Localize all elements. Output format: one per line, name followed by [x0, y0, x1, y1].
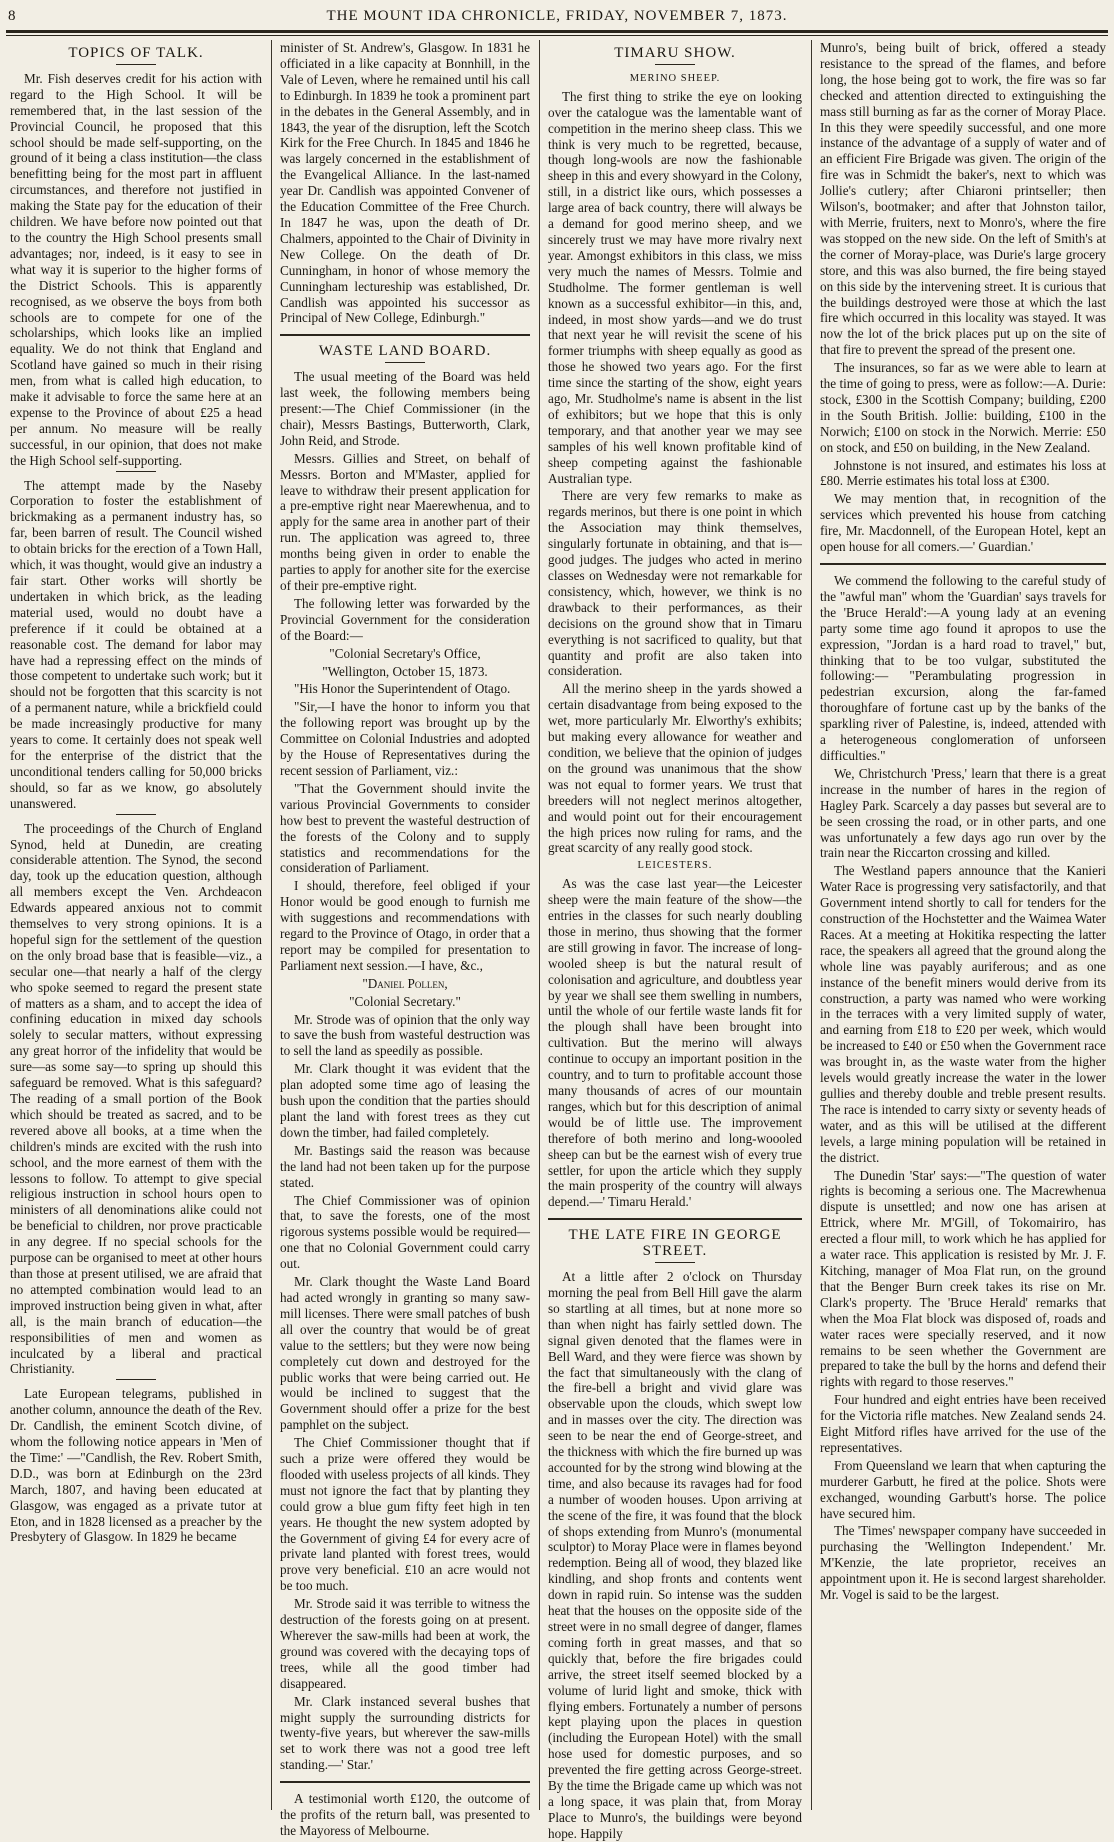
paragraph: We, Christchurch 'Press,' learn that there is a great increase in the number of hares in the region of Hagley Park. Scarcely a day passes but several are to be seen crossing the road, or in other parts, and one was unfortunately a few days ago run over by the train near the Riccarton crossing and killed. [820, 765, 1106, 861]
divider [655, 1262, 695, 1263]
divider [280, 1781, 530, 1783]
subheading-leicesters: LEICESTERS. [637, 860, 713, 872]
divider [280, 334, 530, 336]
paragraph: Mr. Strode said it was terrible to witness the destruction of the forests going on at present. Wherever the saw-mills had been at work, the ground was covered with the decaying tops of trees, while all the good timber had disappeared. [280, 1596, 530, 1691]
signature-title: "Colonial Secretary." [349, 993, 461, 1009]
column-rule [539, 40, 540, 1810]
divider [116, 64, 156, 65]
paragraph: The following letter was forwarded by the Provincial Government for the consideration of the Board:— [280, 595, 530, 643]
paragraph: The Chief Commissioner was of opinion that, to save the forests, one of the most rigorous systems possible would be required—one that no Colonial Government could carry out. [280, 1192, 530, 1272]
divider [385, 362, 425, 363]
paragraph: Mr. Clark thought the Waste Land Board had acted wrongly in granting so many saw-mill licenses. There were small patches of bush all over the country that would be of great value to the settlers; but they were now being completely cut down and destroyed for the public works that were being carried out. He would be inclined to suggest that the Government should offer a prize for the best pamphlet on the subject. [280, 1274, 530, 1433]
paragraph: We commend the following to the careful study of the "awful man" whom the 'Guardian' says travels for the 'Bruce Herald':—A young lady at an evening party some time ago found it apropos to use the expression, "Jordan is a hard road to travel," but, thinking that to be too vulgar, substituted the following:— "Perambulating progression in pedestrian excursion, along the far-famed thoroughfare of fortune cast up by the banks of the sparkling river of Palestine, is, indeed, attended with a heterogeneous conglomeration of unforseen difficulties." [820, 573, 1106, 763]
paragraph: The Dunedin 'Star' says:—"The question of water rights is becoming a serious one. The Macrewhenua dispute is unsettled; and now one has arisen at Ettrick, where Mr. M'Gill, of Tokomairiro, has erected a flour mill, to work which he has applied for a water race. This application is resisted by Mr. J. F. Kitching, manager of Moa Flat run, on the ground that the Benger Burn creek takes its rise on Mr. Clark's property. The 'Bruce Herald' remarks that when the Moa Flat block was disposed of, roads and water races were specially reserved, and it now remains to be seen whether the Government are prepared to take the bull by the horns and defend their rights with regard to those reserves." [820, 1167, 1106, 1390]
column-2 [280, 40, 530, 1838]
column-rule [271, 40, 272, 1810]
paragraph: The first thing to strike the eye on looking over the catalogue was the lamentable want of competition in the merino sheep class. This we think is very much to be regretted, because, though long-wools are now the fashionable sheep in this and every showyard in the Colony, still, in a district like ours, which possesses a large area of back country, there will always be a demand for good merino sheep, and we sincerely trust we may have more rivalry next year. Amongst exhibitors in this class, we miss very much the names of Messrs. Tolmie and Studholme. The former gentleman is well known as a successful exhibitor—in this, and, indeed, in most show yards—and we do trust that next year he will revisit the scene of his former triumphs with sheep equally as good as those he showed two years ago. For the first time since the starting of the show, eight years ago, Mr. Studholme's name is absent in the list of exhibitors; but we hope that this is only temporary, and that another year we may see samples of his well known profitable kind of sheep competing against the fashionable Australian type. [548, 88, 802, 486]
page-number: 8 [8, 8, 17, 24]
paragraph: The insurances, so far as we were able to learn at the time of going to press, were as follow:—A. Durie: stock, £300 in the Scottish Company; building, £200 in the South British. Jollie: building, £100 in the Norwich; £100 on stock in the Norwich. Merrie: £50 on stock, and £50 on building, in the New Zealand. [820, 360, 1106, 455]
divider [548, 1218, 802, 1220]
paragraph: Johnstone is not insured, and estimates his loss at £80. Merrie estimates his total loss at £300. [820, 457, 1106, 489]
heading-late-fire: THE LATE FIRE IN GEORGE [568, 1227, 782, 1244]
letter-to: "His Honor the Superintendent of Otago. [294, 681, 511, 697]
column-3 [548, 40, 802, 1841]
signature-name: "Daniel Pollen, [362, 975, 448, 991]
paragraph: The Westland papers announce that the Kanieri Water Race is progressing very satisfactorily, and that Government intend shortly to call for tenders for the construction of the Hochstetter and the Waimea Water Races. At a meeting at Hokitika respecting the latter race, the speakers all agreed that the ground along the whole line was payably auriferous; and as one instance of the benefit miners would derive from its construction, a party was named who were working in the terraces with a very limited supply of water, and earning from £18 to £20 per week, which would be increased to £40 or £50 when the Government race was brought in, as the waste water from the higher levels would greatly increase the water in the lower gullies and thereby double and treble present results. The race is intended to carry sixty or seventy heads of water, and as this will be utilised at the different levels, a large mining population will be retained in the district. [820, 863, 1106, 1165]
heading-waste-land-board: WASTE LAND BOARD. [318, 343, 492, 360]
heading-late-fire-line2: STREET. [642, 1243, 708, 1260]
paragraph: The proceedings of the Church of England Synod, held at Dunedin, are creating considerable attention. The Synod, the second day, took up the education question, although all members except the Ven. Archdeacon Edwards appeared anxious not to commit themselves to very strong opinions. It is a hopeful sign for the settlement of the question on the only broad base that is feasible—viz., a secular one—that nearly a half of the clergy who spoke seemed to regard the present state of matters as a sham, and to accept the idea of confining education in mixed day schools solely to secular matters, without expressing any great horror of the infidelity that would be sure—as some say—to spring up should this safeguard be removed. What is this safeguard? The reading of a small portion of the Book which should be treated as sacred, and to be revered above all books, at a time when the children's minds are excited with the rush into school, and the more earnest of them with the lessons to follow. To attempt to give special religious instruction in school hours open to ministers of all denominations alike could not be beneficial to children, nor prove practicable in any degree. If no special schools for the purpose can be organised to meet at other hours than those at present utilised, we are afraid that no attempted combination would lead to an improved instruction being given in what, after all, is the main branch of education—the responsibilities of men and women as inculcated by a liberal and practical Christianity. [10, 820, 262, 1377]
paragraph: The usual meeting of the Board was held last week, the following members being present:—The Chief Commissioner (in the chair), Messrs Bastings, Butterworth, Clark, John Reid, and Strode. [280, 369, 530, 448]
paragraph: Mr. Clark instanced several bushes that might supply the surrounding districts for twenty-five years, but wherever the saw-mills set to work there was not a good tree left standing.—' Star.' [280, 1693, 530, 1773]
column-4 [820, 40, 1106, 1815]
paragraph: Four hundred and eight entries have been received for the Victoria rifle matches. New Zealand sends 24. Eight Mitford rifles have arrived for the use of the representatives. [820, 1392, 1106, 1455]
paragraph: A testimonial worth £120, the outcome of the profits of the return ball, was presented to the Mayoress of Melbourne. [280, 1791, 530, 1838]
divider [116, 1379, 156, 1380]
paragraph: There are very few remarks to make as regards merinos, but there is one point in which the Association may think themselves, singularly fortunate in obtaining, and that is—good judges. The judges who acted in merino classes on Wednesday were not remarkable for consistency, which, however, we think is no drawback to their performances, as their decisions on the ground show that in Timaru everything is not sacrificed to quality, but that quantity and profit are also taken into consideration. [548, 488, 802, 679]
paragraph: Mr. Clark thought it was evident that the plan adopted some time ago of leasing the bush upon the condition that the parties should plant the land with forest trees as they cut down the timber, had failed completely. [280, 1061, 530, 1140]
masthead [0, 6, 1114, 32]
masthead-rule-thin [6, 35, 1108, 36]
paragraph: The 'Times' newspaper company have succeeded in purchasing the 'Wellington Independent.' Mr. M'Kenzie, the late proprietor, receives an appointment upon it. He is second largest shareholder. Mr. Vogel is said to be the largest. [820, 1523, 1106, 1603]
paragraph: I should, therefore, feel obliged if your Honor would be good enough to furnish me with suggestions and recommendations with regard to the Province of Otago, in order that a report may be compiled for presentation to Parliament next session.—I have, &c., [280, 878, 530, 973]
column-1 [10, 40, 262, 1815]
heading-timaru-show: TIMARU SHOW. [614, 45, 736, 61]
heading-topics-of-talk: TOPICS OF TALK. [68, 45, 204, 61]
paragraph: All the merino sheep in the yards showed a certain disadvantage from being exposed to the wet, more particularly Mr. Elworthy's exhibits; but making every allowance for weather and condition, we believe that the opinion of judges on the ground was unanimous that the show was not equal to former years. We trust that breeders will not neglect merinos altogether, and would point out for their encouragement the high prices now ruling for rams, and the great scarcity of any really good stock. [548, 681, 802, 856]
paragraph: From Queensland we learn that when capturing the murderer Garbutt, he fired at the police. Shots were exchanged, wounding Garbutt's horse. The police have secured him. [820, 1457, 1106, 1521]
paragraph: As was the case last year—the Leicester sheep were the main feature of the show—the entries in the classes for such nearly doubling those in merino, thus showing that the former are still growing in favor. The increase of long-wooled sheep is but the natural result of colonisation and agriculture, and doubtless year by year we shall see them swelling in numbers, until the whole of our fertile waste lands fit for the plough shall have been brought into cultivation. But the merino will always continue to occupy an important position in the country, and to turn to profitable account those many thousands of acres of our mountain ranges, which but for this description of animal would be of little use. The improvement therefore of both merino and long-woooled sheep can but be the earnest wish of every true settler, for upon the article which they supply the main prosperity of the country will always depend.—' Timaru Herald.' [548, 876, 802, 1210]
divider [116, 814, 156, 815]
paragraph: "Sir,—I have the honor to inform you that the following report was brought up by the Committee on Colonial Industries and adopted by the House of Representatives during the recent session of Parliament, viz.: [280, 699, 530, 778]
paragraph: Mr. Fish deserves credit for his action with regard to the High School. It will be remembered that, in the last session of the Provincial Council, he proposed that this school should be made self-supporting, on the ground of it being a class institution—the class benefitting being for the most part in affluent circumstances, and therefore not justified in making the State pay for the education of their children. We have before now pointed out that to the country the High School presents small advantages; nor, indeed, is it easy to see in what way it is superior to the higher forms of the District Schools. This is apparently recognised, as we observe the boys from both schools are to compete for one of the scholarships, which looks like an implied equality. We do not think that England and Scotland have gained so much in their rising men, from what is called high education, to make it advisable to force the same here at an expense to the Province of about £25 a head per annum. No measure will be really successful, in our opinion, that does not make the High School self-supporting. [10, 70, 262, 468]
paragraph: We may mention that, in recognition of the services which prevented his house from catching fire, Mr. Macdonnell, of the European Hotel, kept an open house for all comers.—' Guardian.' [820, 491, 1106, 555]
paragraph: The Chief Commissioner thought that if such a prize were offered they would be flooded with useless projects of all kinds. They must not ignore the fact that by planting they could grow a blue gum fifty feet high in ten years. He thought the new system adopted by the Government of giving £4 for every acre of private land planted with forest trees, would prove very beneficial. £10 an acre would not be too much. [280, 1435, 530, 1594]
paragraph: Munro's, being built of brick, offered a steady resistance to the spread of the flames, and before long, the hose being got to work, the fire was so far checked and attention directed to extinguishing the mass still burning as far as the corner of Moray Place. In this they were speedily successful, and one more instance of the advantage of a supply of water and of an efficient Fire Brigade was given. The origin of the fire was in Schmidt the baker's, next to which was Jollie's cutlery; after Chiaroni printseller; then Wilson's, bootmaker; and after that Johnston tailor, with Merrie, fruiters, next to Monro's, where the fire was stopped on the new side. On the left of Smith's at the corner of Moray-place, was Durie's large grocery store, and this was also burned, the fire being stayed on this side by the intervening street. It is curious that the buildings destroyed were those at which the last fire which occurred in this locality was stayed. It was now the lot of the brick places put up on the site of that fire to prevent the spread of the present one. [820, 40, 1106, 358]
divider [655, 64, 695, 65]
letter-from: "Colonial Secretary's Office, [329, 645, 481, 661]
paragraph: Mr. Strode was of opinion that the only way to save the bush from wasteful destruction was to sell the land as speedily as possible. [280, 1011, 530, 1059]
paragraph: "That the Government should invite the various Provincial Governments to consider how best to prevent the wasteful destruction of the forests of the Colony and to supply statistics and recommendations for the consideration of Parliament. [280, 780, 530, 876]
paragraph: Messrs. Gillies and Street, on behalf of Messrs. Borton and M'Master, applied for leave to withdraw their present application for a pre-emptive right near Maerewhenua, and to apply for the same area in another part of their run. The application was agreed to, three months being given in order to enable the parties to apply for another site for the exercise of their pre-emptive right. [280, 450, 530, 593]
divider [116, 471, 156, 472]
divider [820, 563, 1106, 565]
masthead-rule [6, 30, 1108, 33]
subheading-merino: MERINO SHEEP. [629, 72, 721, 84]
paragraph: minister of St. Andrew's, Glasgow. In 1831 he officiated in a like capacity at Bonnhill, in the Vale of Leven, where he remained until his call to Edinburgh. In 1839 he took a prominent part in the debates in the General Assembly, and in 1843, the year of the disruption, left the Scotch Kirk for the Free Church. In 1845 and 1846 he was largely concerned in the establishment of the Evangelical Alliance. In the last-named year Dr. Candlish was appointed Convener of the Education Committee of the Free Church. In 1847 he was, upon the death of Dr. Chalmers, appointed to the Chair of Divinity in New College. On the death of Dr. Cunningham, in honor of whose memory the Cunningham lectureship was established, Dr. Candlish was appointed his successor as Principal of New College, Edinburgh." [280, 40, 530, 326]
paragraph: Mr. Bastings said the reason was because the land had not been taken up for the purpose stated. [280, 1142, 530, 1190]
letter-date: "Wellington, October 15, 1873. [322, 663, 488, 679]
masthead-title: THE MOUNT IDA CHRONICLE, FRIDAY, NOVEMBER 7, 1873. [326, 8, 788, 24]
paragraph: Late European telegrams, published in another column, announce the death of the Rev. Dr. Candlish, the eminent Scotch divine, of whom the following notice appears in 'Men of the Time:' —"Candlish, the Rev. Robert Smith, D.D., was born at Edinburgh on the 23rd March, 1807, and having been educated at Glasgow, was engaged as a private tutor at Eton, and in 1828 licensed as a preacher by the Presbytery of Glasgow. In 1829 he became [10, 1386, 262, 1545]
column-rule [811, 40, 812, 1810]
paragraph: At a little after 2 o'clock on Thursday morning the peal from Bell Hill gave the alarm so startling at all times, but at none more so than when night has fairly settled down. The signal given denoted that the flames were in Bell Ward, and they were fierce was shown by the fact that simultaneously with the clang of the fire-bell a bright and vivid glare was observable upon the clouds, which swept low and in masses over the city. The direction was seen to be near the end of George-street, and the thickness with which the fire burned up was accounted for by the strong wind blowing at the time, and also because its ravages had for food a number of wooden houses. Upon arriving at the scene of the fire, it was found that the block of shops extending from Munro's (monumental sculptor) to Moray Place were in flames beyond redemption. Being all of wood, they blazed like kindling, and shop fronts and contents went down in rapid ruin. So intense was the sudden heat that the houses on the opposite side of the street were in no small degree of danger, flames coming forth in great masses, and that so quickly that, before the fire brigades could arrive, the street itself seemed blocked by a volume of lurid light and smoke, thick with flying embers. Fortunately a number of persons kept playing upon the places in question (including the European Hotel) with the small hose used for domestic purposes, and so prevented the fire getting across George-street. By the time the Brigade came up which was not a long space, it was plain that, from Moray Place to Munro's, the buildings were beyond hope. Happily [548, 1269, 802, 1841]
paragraph: The attempt made by the Naseby Corporation to foster the establishment of brickmaking as a permanent industry has, so far, been barren of result. The Council wished to obtain bricks for the erection of a Town Hall, which, it was thought, would give an industry a fair start. Other works will shortly be undertaken in which brick, as the leading material used, would no doubt have a preference if it could be obtained at a reasonable cost. The demand for labor may have had a repressing effect on the minds of those competent to undertake such work; but it should not be forgotten that this scarcity is not of a permanent nature, while a brickfield could be made increasingly productive for many years to come. It certainly does not speak well for the enterprise of the district that the unconditional tenders calling for 50,000 bricks should, so far as we know, go absolutely unanswered. [10, 477, 262, 811]
